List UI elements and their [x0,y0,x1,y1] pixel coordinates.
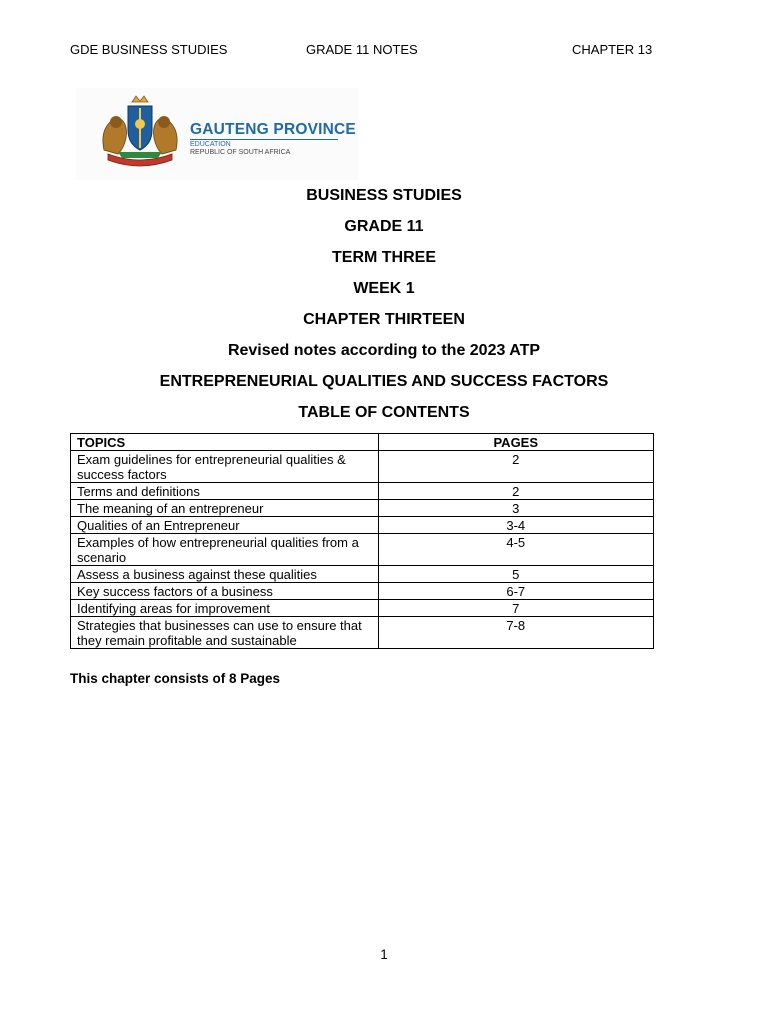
table-of-contents [70,433,654,649]
header-left: GDE BUSINESS STUDIES [70,42,228,57]
title-topic: ENTREPRENEURIAL QUALITIES AND SUCCESS FACTORS [159,373,609,390]
pages-cell: 3-4 [378,517,654,534]
page-header [0,42,768,58]
title-term: TERM THREE [332,249,436,266]
table-row [71,534,654,566]
topic-cell: Examples of how entrepreneurial qualities from a scenario [71,534,379,566]
table-row [71,500,654,517]
chapter-page-count-note: This chapter consists of 8 Pages [70,671,281,686]
title-week: WEEK 1 [353,280,415,297]
title-table-of-contents: TABLE OF CONTENTS [298,404,470,421]
column-header-pages: PAGES [378,434,654,451]
topic-cell: Key success factors of a business [71,583,379,600]
pages-cell: 2 [378,483,654,500]
topic-cell: Strategies that businesses can use to ensure that they remain profitable and sustainable [71,617,379,649]
table-row [71,617,654,649]
title-chapter: CHAPTER THIRTEEN [303,311,465,328]
column-header-topics: TOPICS [71,434,379,451]
header-center: GRADE 11 NOTES [306,42,418,57]
topic-cell: Assess a business against these qualities [71,566,379,583]
topic-cell: Qualities of an Entrepreneur [71,517,379,534]
title-subject: BUSINESS STUDIES [306,187,462,204]
title-revised-notes: Revised notes according to the 2023 ATP [227,342,541,359]
header-right: CHAPTER 13 [572,42,653,57]
logo-subtitle-education: EDUCATION [190,141,231,148]
page-number: 1 [380,947,388,962]
pages-cell: 4-5 [378,534,654,566]
logo-subtitle-republic: REPUBLIC OF SOUTH AFRICA [190,149,291,156]
topic-cell: Identifying areas for improvement [71,600,379,617]
pages-cell: 5 [378,566,654,583]
title-grade: GRADE 11 [344,218,424,235]
title-block [0,183,768,431]
pages-cell: 6-7 [378,583,654,600]
table-row [71,517,654,534]
logo-divider [190,139,338,140]
table-row [71,583,654,600]
pages-cell: 2 [378,451,654,483]
topic-cell: Terms and definitions [71,483,379,500]
gauteng-logo [76,88,358,180]
pages-cell: 3 [378,500,654,517]
topic-cell: The meaning of an entrepreneur [71,500,379,517]
topic-cell: Exam guidelines for entrepreneurial qualities & success factors [71,451,379,483]
pages-cell: 7 [378,600,654,617]
logo-text [190,122,356,157]
table-row [71,451,654,483]
logo-title: GAUTENG PROVINCE [190,121,356,138]
table-row [71,600,654,617]
table-header-row [71,434,654,451]
pages-cell: 7-8 [378,617,654,649]
table-row [71,483,654,500]
table-row [71,566,654,583]
coat-of-arms-icon [94,92,186,176]
